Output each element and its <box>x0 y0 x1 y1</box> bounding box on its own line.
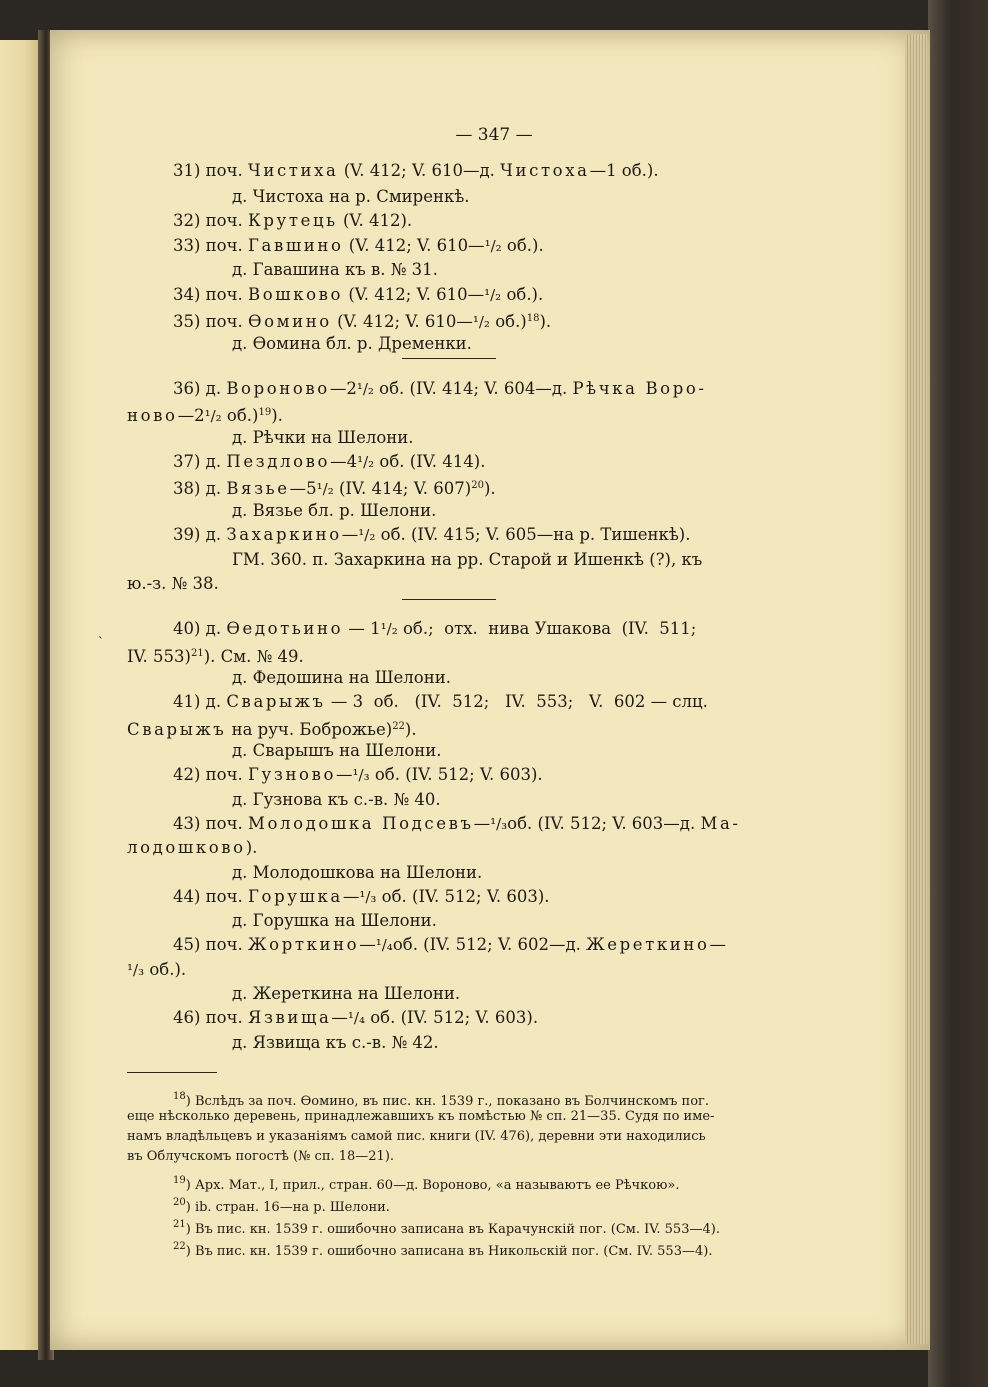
entry-text: — <box>341 525 359 544</box>
entry-31-modern: д. Чистоха на р. Смиренкѣ. <box>232 187 470 206</box>
entry-text: ). <box>483 479 496 498</box>
footnote-18-line2: еще нѣсколько деревень, принадлежавшихъ къ помѣстью № сп. 21—35. Судя по име- <box>127 1109 715 1124</box>
place-name: Молодошка Подсевъ <box>248 814 474 833</box>
entry-35-modern: д. Ѳомина бл. р. Дременки. <box>232 334 472 353</box>
place-name: Жорткино <box>248 935 360 954</box>
entry-43-cont <box>127 837 257 859</box>
entry-prefix: 45) поч. <box>173 935 249 954</box>
entry-text: ). <box>539 312 552 331</box>
fraction: ¹/₂ <box>484 286 502 304</box>
fraction: ¹/₂ <box>204 407 222 425</box>
entry-text: об. (IV. 414; V. 604—д. <box>373 379 573 398</box>
entry-text: ). <box>271 406 283 425</box>
footnote-number: 18 <box>173 1091 186 1102</box>
entry-text: об. (IV. 415; V. 605—на р. Тишенкѣ). <box>375 525 691 544</box>
entry-text: ). См. № 49. <box>203 647 304 666</box>
entry-prefix: 37) д. <box>173 452 227 471</box>
entry-text: — <box>359 935 376 954</box>
footnote-ref[interactable]: 19 <box>258 407 272 418</box>
place-name: лодошково <box>127 838 246 857</box>
entry-text: ). <box>404 720 417 739</box>
entry-text: об.). <box>501 285 544 304</box>
entry-text: — 3 об. (IV. 512; IV. 553; V. 602 — слц. <box>325 692 708 711</box>
place-name: Ѳомино <box>248 312 332 331</box>
entry-text: — 1 <box>343 619 381 638</box>
entry-39-modern: ГМ. 360. п. Захаркина на рр. Старой и Ишенкѣ (?), къ <box>232 550 703 569</box>
entry-45-modern: д. Жереткина на Шелони. <box>232 984 461 1003</box>
footnote-20 <box>173 1194 390 1217</box>
entry-40-modern: д. Федошина на Шелони. <box>232 668 451 687</box>
place-name: Рѣчка Воро- <box>572 379 707 398</box>
place-name: Чистоха <box>500 161 590 180</box>
place-name: Чистиха <box>248 161 339 180</box>
entry-prefix: 32) поч. <box>173 211 249 230</box>
entry-33-modern: д. Гавашина къ в. № 31. <box>232 260 438 279</box>
entry-40 <box>173 618 696 640</box>
page-number: — 347 — <box>455 125 533 145</box>
entry-text: об.). <box>144 960 187 979</box>
entry-33 <box>173 235 544 257</box>
entry-39-modern-cont: ю.-з. № 38. <box>127 574 219 593</box>
entry-text: об. (IV. 512; V. 603). <box>376 887 550 906</box>
place-name: Вязье <box>226 479 290 498</box>
place-name: Пездлово <box>226 452 331 471</box>
entry-text: —5 <box>289 479 317 498</box>
entry-31 <box>173 160 659 182</box>
place-name: Захаркино <box>226 525 342 544</box>
place-name: ново <box>127 406 178 425</box>
fraction: ¹/₃ <box>359 888 377 906</box>
entry-text: об.; отх. нива Ушакова (IV. 511; <box>397 619 697 638</box>
fraction: ¹/₂ <box>316 480 334 498</box>
entry-35 <box>173 308 551 333</box>
entry-text: — <box>336 765 353 784</box>
fraction: ¹/₂ <box>380 620 398 638</box>
footnote-text: ) Въ пис. кн. 1539 г. ошибочно записана въ Карачунскій пог. (См. IV. 553—4). <box>185 1222 720 1237</box>
entry-37 <box>173 451 485 473</box>
entry-text: ). <box>245 838 258 857</box>
entry-text: (IV. 414; V. 607) <box>333 479 472 498</box>
fraction: ¹/₃ <box>127 961 145 979</box>
place-name: Гузново <box>248 765 337 784</box>
entry-46-modern: д. Язвища къ с.-в. № 42. <box>232 1033 439 1052</box>
place-name: Горушка <box>248 887 343 906</box>
entry-text: —2 <box>177 406 205 425</box>
entry-32 <box>173 210 412 232</box>
fraction: ¹/₂ <box>472 313 490 331</box>
entry-text: об.) <box>489 312 527 331</box>
entry-text: (V. 412; V. 610—д. <box>338 161 501 180</box>
entry-text: на руч. Боброжье) <box>226 720 393 739</box>
fraction: ¹/₃ <box>352 766 370 784</box>
entry-38 <box>173 475 496 500</box>
place-name: Язвища <box>248 1008 332 1027</box>
entry-text: —2 <box>329 379 357 398</box>
entry-prefix: 39) д. <box>173 525 227 544</box>
footnote-text: ) Вслѣдъ за поч. Ѳомино, въ пис. кн. 1539 г., показано въ Болчинскомъ пог. <box>185 1094 709 1109</box>
entry-43 <box>173 813 741 835</box>
place-name: Вороново <box>226 379 330 398</box>
footnote-ref[interactable]: 21 <box>190 648 204 659</box>
entry-text: (V. 412; V. 610— <box>343 236 485 255</box>
entry-43-modern: д. Молодошкова на Шелони. <box>232 863 483 882</box>
entry-text: — <box>342 887 360 906</box>
place-name: Сварыжъ <box>127 720 227 739</box>
place-name: Гавшино <box>248 236 344 255</box>
entry-41 <box>173 691 708 713</box>
entry-42 <box>173 764 543 786</box>
place-name: Ѳедотьино <box>226 619 344 638</box>
entry-45 <box>173 934 726 956</box>
place-name: Сварыжъ <box>226 692 326 711</box>
fraction: ¹/₄ <box>375 936 393 954</box>
entry-36 <box>173 378 707 400</box>
entry-prefix: 34) поч. <box>173 285 249 304</box>
fraction: ¹/₂ <box>357 453 375 471</box>
footnote-19 <box>173 1172 680 1195</box>
entry-prefix: 35) поч. <box>173 312 249 331</box>
footnote-text: ) Въ пис. кн. 1539 г. ошибочно записана въ Никольскій пог. (См. IV. 553—4). <box>185 1244 713 1259</box>
entry-prefix: 36) д. <box>173 379 227 398</box>
footnote-21 <box>173 1216 720 1239</box>
entry-45-cont <box>127 959 186 981</box>
footnote-18-line4: въ Облучскомъ погостѣ (№ сп. 18—21). <box>127 1149 395 1164</box>
entry-text: —1 об.). <box>589 161 659 180</box>
footnote-ref[interactable]: 22 <box>392 721 405 732</box>
entry-prefix: 43) поч. <box>173 814 249 833</box>
footnote-ref[interactable]: 18 <box>526 313 540 324</box>
entry-text: об. (IV. 512; V. 603). <box>369 765 543 784</box>
footnote-separator <box>127 1072 217 1073</box>
entry-text: (V. 412; V. 610— <box>343 285 485 304</box>
entry-text: (V. 412). <box>337 211 413 230</box>
section-divider <box>402 358 496 359</box>
entry-41-modern: д. Сварышъ на Шелони. <box>232 741 442 760</box>
footnote-number: 20 <box>173 1197 186 1208</box>
section-divider <box>402 599 496 600</box>
entry-46 <box>173 1007 538 1029</box>
footnote-number: 21 <box>173 1219 186 1230</box>
fraction: ¹/₂ <box>358 526 376 544</box>
footnote-text: ) ib. стран. 16—на р. Шелони. <box>185 1200 390 1215</box>
entry-44-modern: д. Горушка на Шелони. <box>232 911 437 930</box>
entry-text: об. (IV. 414). <box>374 452 486 471</box>
place-name: Ма- <box>700 814 741 833</box>
entry-prefix: 40) д. <box>173 619 227 638</box>
entry-text: — <box>709 935 727 954</box>
entry-text: об.) <box>221 406 259 425</box>
fraction: ¹/₄ <box>347 1009 365 1027</box>
place-name: Крутець <box>248 211 338 230</box>
entry-text: об. (IV. 512; V. 602—д. <box>392 935 587 954</box>
entry-36-modern: д. Рѣчки на Шелони. <box>232 428 414 447</box>
entry-40-cont <box>127 643 304 668</box>
footnote-number: 19 <box>173 1175 186 1186</box>
entry-34 <box>173 284 543 306</box>
entry-text: — <box>331 1008 348 1027</box>
entry-text: об. (IV. 512; V. 603). <box>365 1008 539 1027</box>
footnote-22 <box>173 1238 712 1261</box>
entry-text: —4 <box>330 452 358 471</box>
entry-text: об. (IV. 512; V. 603—д. <box>507 814 701 833</box>
entry-42-modern: д. Гузнова къ с.-в. № 40. <box>232 790 441 809</box>
entry-prefix: 31) поч. <box>173 161 249 180</box>
margin-mark: ˴ <box>98 628 103 644</box>
entry-prefix: 44) поч. <box>173 887 249 906</box>
entry-text: IV. 553) <box>127 647 191 666</box>
entry-38-modern: д. Вязье бл. р. Шелони. <box>232 501 437 520</box>
entry-prefix: 41) д. <box>173 692 227 711</box>
fraction: ¹/₂ <box>356 380 374 398</box>
entry-44 <box>173 886 550 908</box>
fraction: ¹/₃ <box>490 815 508 833</box>
entry-text: — <box>473 814 491 833</box>
place-name: Жереткино <box>586 935 710 954</box>
entry-prefix: 46) поч. <box>173 1008 249 1027</box>
fraction: ¹/₂ <box>484 237 502 255</box>
entry-prefix: 38) д. <box>173 479 227 498</box>
entry-41-cont <box>127 716 417 741</box>
footnote-text: ) Арх. Мат., I, прил., стран. 60—д. Вороново, «а называютъ ее Рѣчкою». <box>185 1178 680 1193</box>
place-name: Вошково <box>248 285 344 304</box>
footnote-18-line3: намъ владѣльцевъ и указаніямъ самой пис. книги (IV. 476), деревни эти находились <box>127 1129 706 1144</box>
entry-text: об.). <box>501 236 544 255</box>
entry-text: (V. 412; V. 610— <box>331 312 473 331</box>
entry-36-cont <box>127 402 283 427</box>
entry-39 <box>173 524 690 546</box>
footnote-number: 22 <box>173 1241 186 1252</box>
entry-prefix: 33) поч. <box>173 236 249 255</box>
entry-prefix: 42) поч. <box>173 765 249 784</box>
footnote-ref[interactable]: 20 <box>471 480 484 491</box>
